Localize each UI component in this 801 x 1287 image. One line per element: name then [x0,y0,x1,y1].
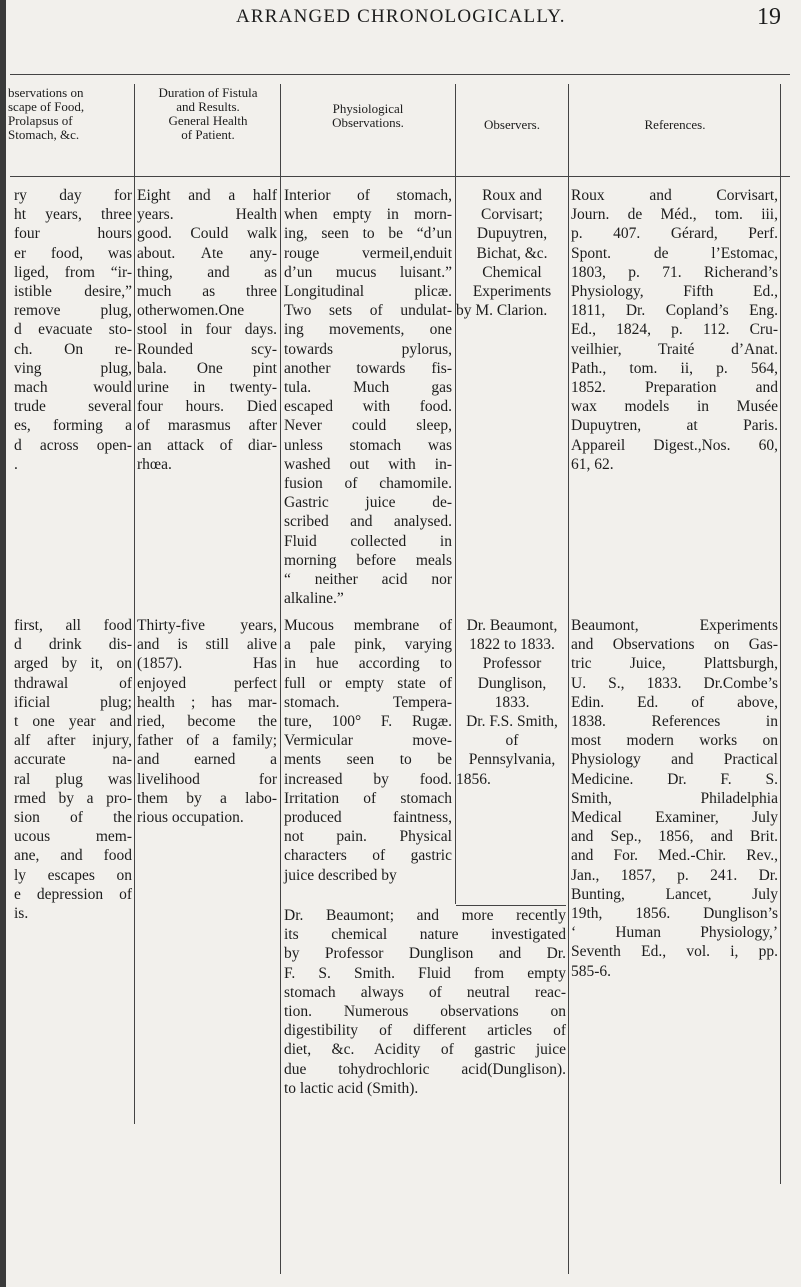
row1-col3-line: ing movements, one [284,321,452,339]
row2-col1-line: alf after injury, [14,732,132,750]
row2-col2 [137,616,277,827]
row1-col3-line: towards pylorus, [284,340,452,358]
row2-col3 [284,616,452,885]
row2-col3-line: produced faintness, [284,809,452,827]
row2-col2-line: ried, become the [137,713,277,731]
row1-col1-line: es, forming a [14,417,132,435]
row1-col2 [137,186,277,474]
row2-col1-line: first, all food [14,617,132,634]
row2-col1-line: ificial plug; [14,693,132,711]
row2-col1-line: d drink dis- [14,636,132,654]
row1-col4-line: Chemical [482,263,542,281]
row1-col3 [284,186,452,608]
row2-col3-line: ments seen to be [284,751,452,769]
row2-col3-line: in hue according to [284,655,452,673]
row1-col1-line: four hours [14,225,132,243]
row2-col4-line: Dr. F.S. Smith, [466,713,558,731]
row1-col1-line: d evacuate sto- [14,321,132,339]
row2-col5 [571,616,778,981]
row2-col5-line: Bunting, Lancet, July [571,885,778,903]
row2-col4 [456,616,568,789]
row1-col4-line: Bichat, &c. [476,244,548,262]
row1-col3-line: Gastric juice de- [284,494,452,512]
row1-col2-line: years. Health [137,206,277,224]
row2-col2-line: livelihood for [137,770,277,788]
row1-col1-line: . [14,455,18,473]
column-rule-2 [280,84,281,1274]
row2-col3-line: ture, 100° F. Rugæ. [284,713,452,731]
row1-col1-line: ht years, three [14,206,132,224]
row1-col2-line: rhœa. [137,455,172,473]
row1-col5-line: Dupuytren, at Paris. [571,417,778,435]
row2-col4-line: 1856. [456,770,491,788]
row1-col3-line: another towards fis- [284,359,452,377]
row1-col2-line: bala. One pint [137,359,277,377]
column-rule-4 [568,84,569,1274]
row1-col2-line: four hours. Died [137,398,277,416]
header-references-text: References. [644,117,706,132]
row1-col5-line: 1811, Dr. Copland’s Eng. [571,302,778,320]
row2-col4-line: 1822 to 1833. [469,636,555,654]
row2-col1-line: sion of the [14,809,132,827]
row2-col5-line: most modern works on [571,732,778,750]
header-references [570,118,780,132]
row1-col3-line: ing, seen to be “d’un [284,225,452,243]
row2-col1-line: ucous mem- [14,828,132,846]
row2-col3-line: Mucous membrane of [284,617,452,634]
row2-col5-line: tric Juice, Plattsburgh, [571,655,778,673]
row2-col1-line: accurate na- [14,751,132,769]
row2-col5-line: Smith, Philadelphia [571,789,778,807]
row2-col5-line: Seventh Ed., vol. i, pp. [571,943,778,961]
row2-col4-line: Pennsylvania, [468,751,556,769]
row1-col5-line: veilhier, Traité d’Anat. [571,340,778,358]
table-top-rule [10,74,790,75]
column-rule-1 [134,84,135,1124]
page-number: 19 [757,4,781,30]
row2-col1-line: is. [14,905,29,923]
row2-col4-line: Dunglison, [477,674,547,692]
row2-col2-line: and is still alive [137,636,277,654]
row2-col3-line: Irritation of stomach [284,789,452,807]
row1-col5-line: Path., tom. ii, p. 564, [571,359,778,377]
row2-col34-continued-line: Dr. Beaumont; and more recently [284,907,566,924]
row1-col5-line: 1852. Preparation and [571,379,778,397]
row1-col1-line: trude several [14,398,132,416]
row2-col2-line: them by a labo- [137,789,277,807]
row2-col2-line: (1857). Has [137,655,277,673]
row2-col3-line: stomach. Tempera- [284,693,452,711]
row2-col5-line: Physiology and Practical [571,751,778,769]
row1-col2-line: thing, and as [137,263,277,281]
row1-col4-line: Corvisart; [481,206,543,224]
row2-col3-line: a pale pink, varying [284,636,452,654]
row1-col5-line: Appareil Digest.,Nos. 60, [571,436,778,454]
row1-col2-line: good. Could walk [137,225,277,243]
row1-col3-line: Longitudinal plicæ. [284,283,452,301]
row2-col34-continued-line: stomach always of neutral reac- [284,983,566,1001]
row2-col1-line: arged by it, on [14,655,132,673]
row1-col3-line: Two sets of undulat- [284,302,452,320]
row2-col3-line: characters of gastric [284,847,452,865]
row1-col3-line: unless stomach was [284,436,452,454]
row1-col3-line: escaped with food. [284,398,452,416]
row1-col3-line: rouge vermeil,enduit [284,244,452,262]
row1-col1-line: ry day for [14,187,132,204]
row1-col1-line: istible desire,” [14,283,132,301]
column-rule-5 [780,84,781,1184]
row1-col3-line: Never could sleep, [284,417,452,435]
row1-col2-line: about. Ate any- [137,244,277,262]
row2-col2-line: and earned a [137,751,277,769]
row2-col3-line: full or empty state of [284,674,452,692]
row2-col34-continued-line: digestibility of different articles of [284,1022,566,1040]
row1-col3-line: washed out with in- [284,455,452,473]
row1-col4-line: Experiments [472,283,552,301]
row2-col1-line: ane, and food [14,847,132,865]
row1-col3-line: “ neither acid nor [284,571,452,589]
row2-col4-line: Dr. Beaumont, [466,617,558,634]
row2-col34-continued [284,906,566,1098]
row1-col1-line: liged, from “ir- [14,263,132,281]
row1-col2-line: stool in four days. [137,321,277,339]
row1-col5-line: wax models in Musée [571,398,778,416]
row2-col1 [14,616,132,923]
row1-col5-line: Physiology, Fifth Ed., [571,283,778,301]
header-duration-text: Duration of Fistula and Results. General Health of Patient. [158,85,258,142]
running-head [0,4,801,44]
row1-col1-line: mach would [14,379,132,397]
row1-col1 [14,186,132,474]
row2-col5-line: Medical Examiner, July [571,809,778,827]
row1-col4-line: Roux and [482,187,542,204]
row1-col3-line: fusion of chamomile. [284,475,452,493]
row1-col3-line: scribed and analysed. [284,513,452,531]
row2-col5-line: Edin. Ed. of above, [571,693,778,711]
row1-col2-line: urine in twenty- [137,379,277,397]
row2-col3-line: increased by food. [284,770,452,788]
header-duration [136,86,280,142]
row2-col1-line: ral plug was [14,770,132,788]
row1-col3-line: Interior of stomach, [284,187,452,204]
header-observations-text: bservations on scape of Food, Prolapsus of Stomach, &c. [8,85,85,142]
header-observations [8,86,128,142]
row2-col1-line: thdrawal of [14,674,132,692]
row1-col3-line: tula. Much gas [284,379,452,397]
row1-col5-line: 61, 62. [571,455,614,473]
row2-col1-line: rmed by a pro- [14,789,132,807]
row2-col34-continued-line: tion. Numerous observations on [284,1003,566,1021]
row2-col5-line: and Observations on Gas- [571,636,778,654]
row2-col34-continued-line: F. S. Smith. Fluid from empty [284,964,566,982]
header-bottom-rule [10,176,790,177]
header-physiological [282,102,454,130]
row2-col5-line: Beaumont, Experiments [571,617,778,634]
row1-col3-line: Fluid collected in [284,532,452,550]
row2-col5-line: 585-6. [571,962,612,980]
header-observers [456,118,568,132]
row2-col1-line: ly escapes on [14,866,132,884]
row2-col5-line: Jan., 1857, p. 241. Dr. [571,866,778,884]
row2-col4-line: 1833. [494,693,530,711]
row1-col5-line: Spont. de l’Estomac, [571,244,778,262]
row2-col34-continued-line: its chemical nature investigated [284,926,566,944]
row2-col34-continued-line: diet, &c. Acidity of gastric juice [284,1041,566,1059]
row1-col3-line: when empty in morn- [284,206,452,224]
row2-col5-line: Medicine. Dr. F. S. [571,770,778,788]
row2-col5-line: 19th, 1856. Dunglison’s [571,905,778,923]
row1-col2-line: Rounded scy- [137,340,277,358]
row2-col3-line: juice described by [284,866,397,884]
row2-col2-line: enjoyed perfect [137,674,277,692]
page-binding-edge [0,0,6,1287]
row1-col4 [456,186,568,320]
row1-col2-line: much as three [137,283,277,301]
row2-col34-continued-line: due tohydrochloric acid(Dunglison). [284,1060,566,1078]
row2-col34-continued-line: to lactic acid (Smith). [284,1079,419,1097]
header-physiological-text: Physiological Observations. [332,101,404,130]
row2-col4-line: of [505,732,519,750]
row2-col2-line: rious occupation. [137,809,244,827]
row1-col5-line: Ed., 1824, p. 112. Cru- [571,321,778,339]
row1-col1-line: ch. On re- [14,340,132,358]
row2-col3-line: Vermicular move- [284,732,452,750]
row1-col1-line: er food, was [14,244,132,262]
row1-col5 [571,186,778,474]
row2-col5-line: and Sep., 1856, and Brit. [571,828,778,846]
row2-col2-line: father of a family; [137,732,277,750]
row1-col2-line: otherwomen.One [137,302,245,320]
header-observers-text: Observers. [484,117,540,132]
row1-col1-line: remove plug, [14,302,132,320]
row2-col3-line: not pain. Physical [284,828,452,846]
row2-col4-line: Professor [482,655,542,673]
row1-col3-line: d’un mucus luisant.” [284,263,452,281]
row1-col4-line: by M. Clarion. [456,302,548,320]
row1-col5-line: p. 407. Gérard, Perf. [571,225,778,243]
row1-col5-line: Journ. de Méd., tom. iii, [571,206,778,224]
row2-col1-line: e depression of [14,885,132,903]
row1-col4-line: Dupuytren, [476,225,548,243]
row2-col5-line: 1838. References in [571,713,778,731]
row1-col1-line: d across open- [14,436,132,454]
row2-col2-line: health ; has mar- [137,693,277,711]
row1-col5-line: Roux and Corvisart, [571,187,778,204]
row1-col3-line: morning before meals [284,551,452,569]
row1-col2-line: Eight and a half [137,187,277,204]
row1-col2-line: of marasmus after [137,417,277,435]
row1-col3-line: alkaline.” [284,590,344,608]
row2-col2-line: Thirty-five years, [137,617,277,634]
row2-col34-continued-line: by Professor Dunglison and Dr. [284,945,566,963]
row1-col5-line: 1803, p. 71. Richerand’s [571,263,778,281]
row1-col2-line: an attack of diar- [137,436,277,454]
running-title: ARRANGED CHRONOLOGICALLY. [236,6,566,27]
row2-col5-line: U. S., 1833. Dr.Combe’s [571,674,778,692]
row1-col1-line: ving plug, [14,359,132,377]
row2-col1-line: t one year and [14,713,132,731]
row2-col5-line: ‘ Human Physiology,’ [571,924,778,942]
row2-col5-line: and For. Med.-Chir. Rev., [571,847,778,865]
